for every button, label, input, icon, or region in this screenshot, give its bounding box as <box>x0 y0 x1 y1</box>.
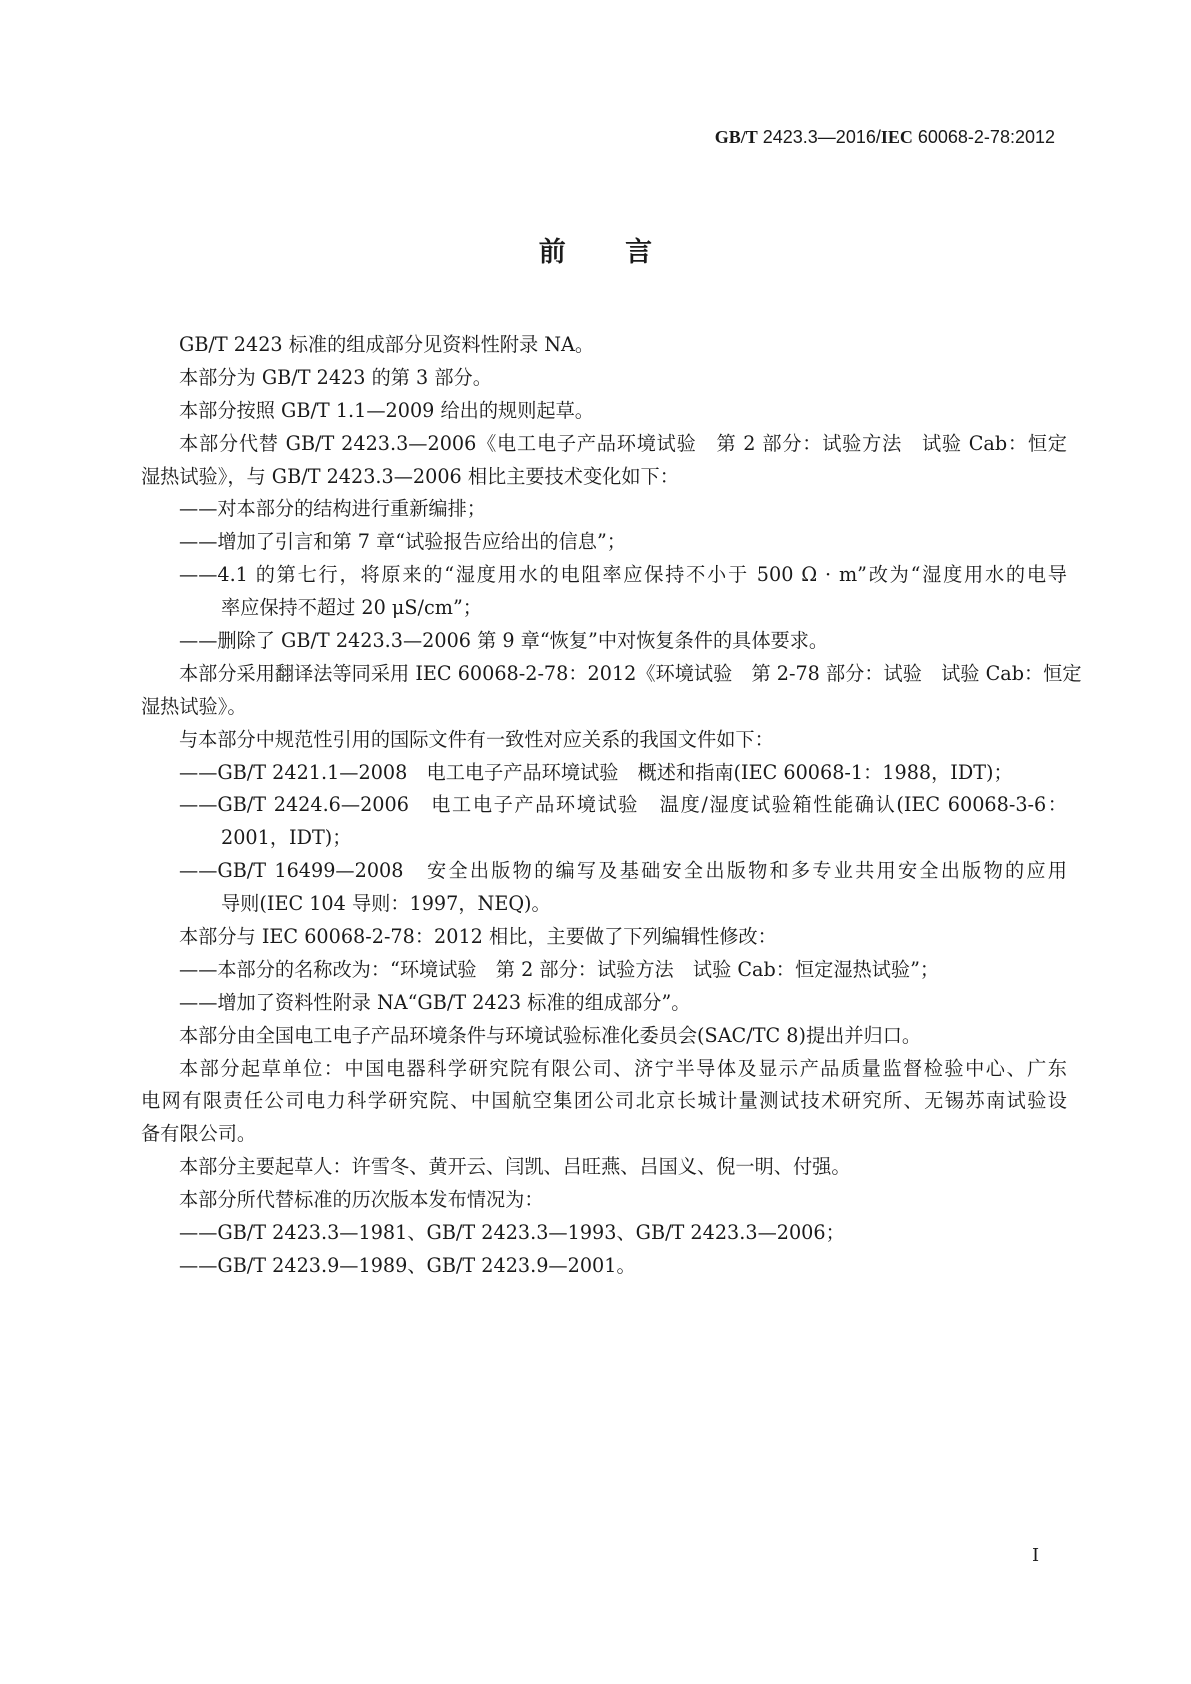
text-line: 本部分代替 GB/T 2423.3—2006《电工电子产品环境试验 第 2 部分：试验方法 试验 Cab：恒定 <box>179 431 1067 455</box>
text-line: ——GB/T 2423.3—1981、GB/T 2423.3—1993、GB/T 2423.3—2006； <box>179 1221 845 1245</box>
list-item <box>141 1217 1067 1250</box>
text-line: 本部分为 GB/T 2423 的第 3 部分。 <box>179 365 492 389</box>
list-item <box>141 757 1067 790</box>
header-iec-number: 60068-2-78:2012 <box>912 127 1055 147</box>
text-line: 本部分与 IEC 60068-2-78：2012 相比，主要做了下列编辑性修改： <box>179 925 777 949</box>
list-item <box>141 526 1067 559</box>
text-line: 本部分采用翻译法等同采用 IEC 60068-2-78：2012《环境试验 第 2-78 部分：试验 试验 Cab：恒定 <box>179 661 1082 685</box>
list-item <box>141 625 1067 658</box>
paragraph <box>141 428 1067 494</box>
page-number: I <box>1032 1545 1040 1566</box>
paragraph <box>141 658 1082 724</box>
header-gbt: GB/T <box>714 127 758 147</box>
paragraph <box>141 1020 1067 1053</box>
text-line: ——删除了 GB/T 2423.3—2006 第 9 章“恢复”中对恢复条件的具体要求。 <box>179 629 829 653</box>
text-line: ——4.1 的第七行，将原来的“湿度用水的电阻率应保持不小于 500 Ω · m”改为“湿度用水的电导 <box>179 563 1067 587</box>
text-line: 本部分按照 GB/T 1.1—2009 给出的规则起草。 <box>179 398 594 422</box>
list-item <box>141 559 1067 625</box>
text-line: 湿热试验》。 <box>141 694 247 718</box>
text-line: 2001，IDT)； <box>221 826 352 850</box>
list-item <box>141 493 1067 526</box>
text-line: ——GB/T 2424.6—2006 电工电子产品环境试验 温度/湿度试验箱性能确认(IEC 60068-3-6： <box>179 793 1067 817</box>
document-body <box>141 329 1082 1283</box>
list-item <box>141 954 1067 987</box>
text-line: 备有限公司。 <box>141 1122 257 1146</box>
text-line: ——GB/T 2423.9—1989、GB/T 2423.9—2001。 <box>179 1253 636 1277</box>
text-line: ——GB/T 2421.1—2008 电工电子产品环境试验 概述和指南(IEC 60068-1：1988，IDT)； <box>179 760 1013 784</box>
paragraph <box>141 1184 1067 1217</box>
text-line: GB/T 2423 标准的组成部分见资料性附录 NA。 <box>179 333 595 356</box>
paragraph <box>141 921 1067 954</box>
text-line: 本部分主要起草人：许雪冬、黄开云、闫凯、吕旺燕、吕国义、倪一明、付强。 <box>179 1155 851 1179</box>
text-line: 本部分起草单位：中国电器科学研究院有限公司、济宁半导体及显示产品质量监督检验中心、广东 <box>179 1056 1067 1080</box>
paragraph <box>141 724 1067 757</box>
text-line: ——GB/T 16499—2008 安全出版物的编写及基础安全出版物和多专业共用安全出版物的应用 <box>179 859 1067 883</box>
text-line: 与本部分中规范性引用的国际文件有一致性对应关系的我国文件如下： <box>179 727 774 751</box>
page-title: 前言 <box>538 237 712 268</box>
text-line: 导则(IEC 104 导则：1997，NEQ)。 <box>221 892 551 916</box>
list-item <box>141 1250 1067 1283</box>
text-line: 本部分由全国电工电子产品环境条件与环境试验标准化委员会(SAC/TC 8)提出并归口。 <box>179 1023 922 1047</box>
text-line: 电网有限责任公司电力科学研究院、中国航空集团公司北京长城计量测试技术研究所、无锡苏南试验设 <box>141 1089 1067 1113</box>
text-line: ——增加了资料性附录 NA“GB/T 2423 标准的组成部分”。 <box>179 990 691 1014</box>
list-item <box>141 855 1067 921</box>
text-line: ——增加了引言和第 7 章“试验报告应给出的信息”； <box>179 530 626 554</box>
text-line: 率应保持不超过 20 μS/cm”； <box>221 596 482 620</box>
paragraph <box>141 362 1067 395</box>
text-line: ——对本部分的结构进行重新编排； <box>179 497 486 521</box>
text-line: 本部分所代替标准的历次版本发布情况为： <box>179 1188 544 1212</box>
list-item <box>141 987 1067 1020</box>
text-line: 湿热试验》，与 GB/T 2423.3—2006 相比主要技术变化如下： <box>141 464 679 488</box>
standard-number-header <box>715 127 1055 148</box>
list-item <box>141 789 1067 855</box>
header-iec: IEC <box>880 127 913 147</box>
paragraph <box>141 329 1067 362</box>
paragraph <box>141 395 1067 428</box>
paragraph <box>141 1151 1067 1184</box>
text-line: ——本部分的名称改为：“环境试验 第 2 部分：试验方法 试验 Cab：恒定湿热试验”； <box>179 957 940 981</box>
header-gbt-number: 2423.3—2016/ <box>757 127 881 147</box>
paragraph <box>141 1053 1067 1152</box>
